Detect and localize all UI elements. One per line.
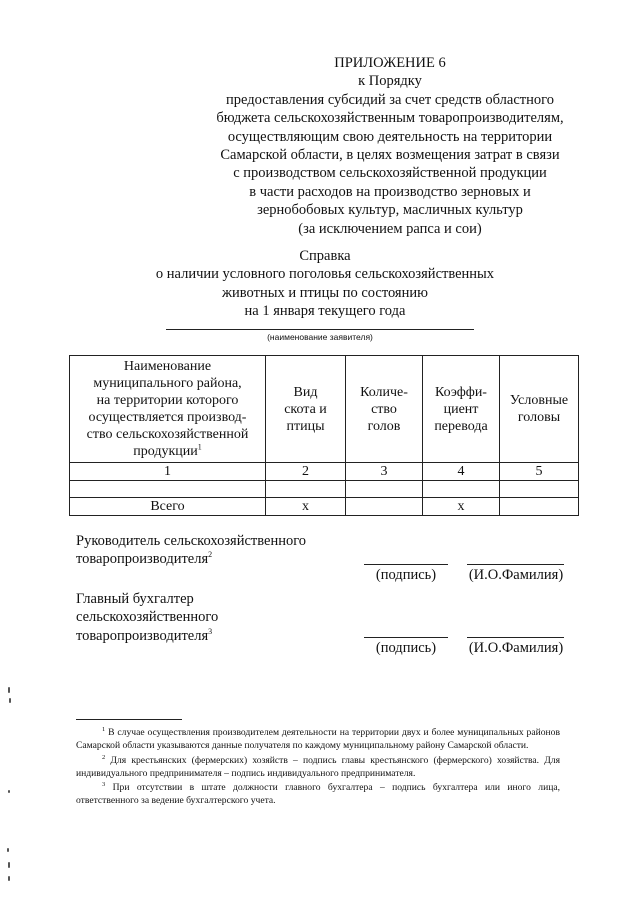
signature-caption: (подпись) [375, 640, 437, 656]
applicant-name-field[interactable] [166, 329, 474, 330]
appendix-title: ПРИЛОЖЕНИЕ 6 [334, 55, 446, 71]
appendix-line: Самарской области, в целях возмещения затрат в связи [220, 147, 560, 164]
footnote-1: $^1$ В случае осуществления производителем деятельности на территории двух и более муниципальных районов Самарской области указываются данные получателя по каждому муниципальному району Самарской области. [76, 725, 560, 751]
header-district: Наименование муниципального района, на территории которого осуществляется производ- ство сельскохозяйственной продукции$^1$ [70, 356, 266, 463]
table-cell[interactable] [500, 481, 579, 498]
appendix-line: (за исключением рапса и сои) [298, 220, 482, 237]
column-number: 1 [70, 463, 266, 481]
total-label: Всего [70, 498, 266, 516]
total-cell[interactable] [500, 498, 579, 516]
column-number: 4 [423, 463, 500, 481]
footnotes [76, 727, 560, 808]
header-head-count: Количе- ство голов [346, 356, 423, 463]
applicant-caption: (наименование заявителя) [267, 332, 373, 342]
header-conversion-coefficient: Коэффи- циент перевода [423, 356, 500, 463]
appendix-line: к Порядку [358, 73, 422, 90]
appendix-header [175, 54, 605, 238]
certificate-title [60, 247, 590, 321]
livestock-table [69, 355, 579, 516]
header-animal-type: Вид скота и птицы [266, 356, 346, 463]
scan-speck [8, 687, 10, 693]
appendix-line: зернобобовых культур, масличных культур [257, 202, 523, 219]
head-signature-line[interactable] [364, 564, 448, 565]
certificate-heading: Справка [299, 248, 351, 264]
head-name-line[interactable] [467, 564, 564, 565]
appendix-line: предоставления субсидий за счет средств областного [226, 91, 554, 108]
scan-speck [8, 862, 10, 868]
total-cell: х [423, 498, 500, 516]
scan-speck [8, 876, 10, 881]
name-caption: (И.О.Фамилия) [468, 567, 564, 583]
accountant-signature-line[interactable] [364, 637, 448, 638]
table-cell[interactable] [346, 481, 423, 498]
scan-speck [7, 848, 9, 852]
head-signer-label: Руководитель сельскохозяйственного товаропроизводителя$^2$ [76, 533, 307, 568]
appendix-line: с производством сельскохозяйственной продукции [233, 165, 547, 182]
table-cell[interactable] [266, 481, 346, 498]
footnote-ref: 2 [208, 550, 213, 560]
appendix-line: осуществляющим свою деятельность на территории [227, 128, 553, 145]
column-number-row [70, 463, 579, 481]
scan-speck [9, 698, 11, 703]
appendix-line: в части расходов на производство зерновых и [249, 183, 531, 200]
footnote-separator [76, 719, 182, 720]
column-number: 2 [266, 463, 346, 481]
column-number: 3 [346, 463, 423, 481]
header-conditional-heads: Условные головы [500, 356, 579, 463]
table-row [70, 481, 579, 498]
total-row [70, 498, 579, 516]
footnote-3: $^3$ При отсутствии в штате должности главного бухгалтера – подпись бухгалтера или иного лица, ответственного за ведение бухгалтерского учета. [76, 781, 560, 806]
total-cell[interactable] [346, 498, 423, 516]
footnote-ref: 3 [208, 626, 213, 636]
certificate-line: о наличии условного поголовья сельскохозяйственных [155, 266, 495, 283]
total-cell: х [266, 498, 346, 516]
appendix-line: бюджета сельскохозяйственным товаропроизводителям, [216, 110, 564, 127]
scan-speck [8, 790, 10, 793]
footnote-ref: 1 [197, 442, 202, 452]
table-header-row [70, 356, 579, 463]
table-cell[interactable] [423, 481, 500, 498]
certificate-line: на 1 января текущего года [244, 303, 406, 320]
accountant-signer-label: Главный бухгалтер сельскохозяйственного товаропроизводителя$^3$ [76, 591, 219, 644]
column-number: 5 [500, 463, 579, 481]
signature-caption: (подпись) [375, 567, 437, 583]
footnote-2: $^2$ Для крестьянских (фермерских) хозяйств – подпись главы крестьянского (фермерского) хозяйства. Для индивидуального предпринимателя – подпись индивидуального предпринимателя. [76, 754, 560, 779]
table-cell[interactable] [70, 481, 266, 498]
name-caption: (И.О.Фамилия) [468, 640, 564, 656]
accountant-name-line[interactable] [467, 637, 564, 638]
certificate-line: животных и птицы по состоянию [222, 284, 428, 301]
